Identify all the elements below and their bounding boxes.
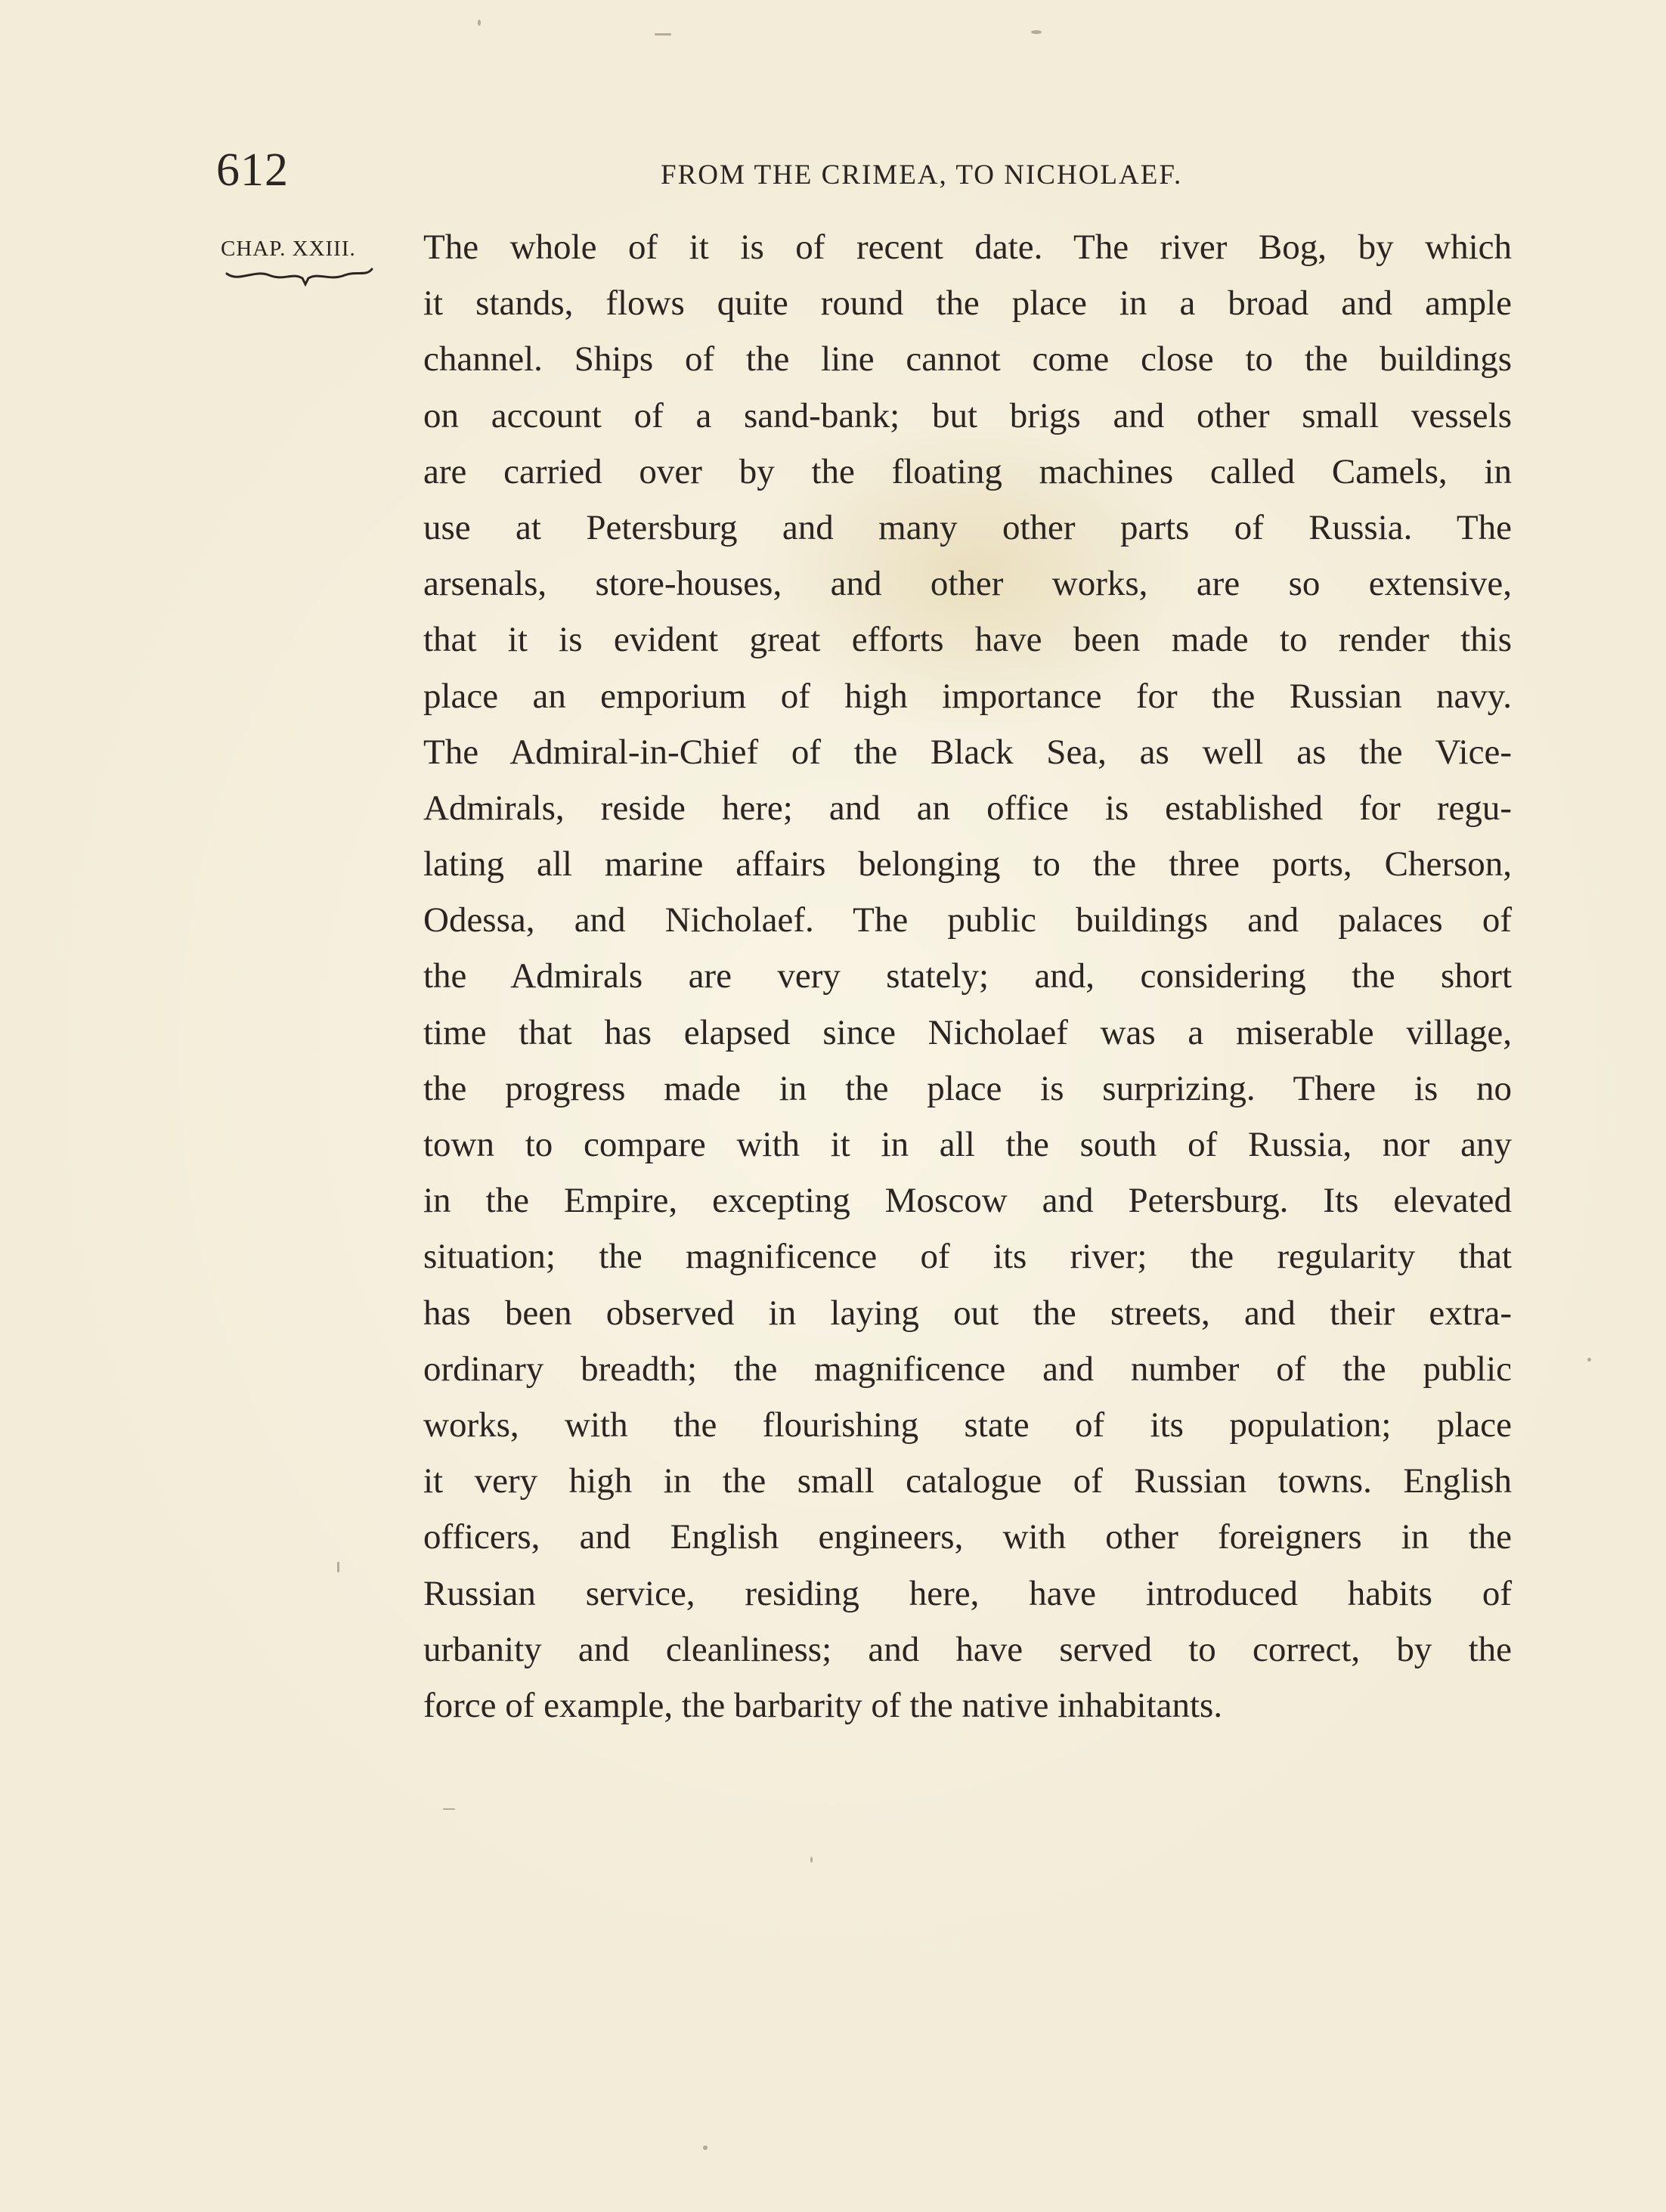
text-line: officers, and English engineers, with other foreigners in the — [423, 1517, 1512, 1557]
text-line: The whole of it is of recent date. The river Bog, by which — [423, 228, 1512, 267]
text-line: The Admiral-in-Chief of the Black Sea, as well as the Vice- — [423, 732, 1512, 772]
text-line: ordinary breadth; the magnificence and number of the public — [423, 1349, 1512, 1389]
text-line: the progress made in the place is surprizing. There is no — [423, 1068, 1512, 1108]
text-line: the Admirals are very stately; and, considering the short — [423, 956, 1512, 996]
text-line: works, with the flourishing state of its population; place — [423, 1405, 1512, 1445]
text-line: place an emporium of high importance for the Russian navy. — [423, 676, 1512, 716]
text-line: on account of a sand-bank; but brigs and other small vessels — [423, 395, 1512, 435]
text-line: Odessa, and Nicholaef. The public buildings and palaces of — [423, 900, 1512, 940]
paper-speck — [1031, 30, 1042, 34]
text-line: town to compare with it in all the south of Russia, nor any — [423, 1125, 1512, 1164]
paper-speck — [1587, 1358, 1591, 1362]
text-line: that it is evident great efforts have been made to render this — [423, 620, 1512, 660]
text-line: situation; the magnificence of its river; the regularity that — [423, 1237, 1512, 1277]
paper-speck — [337, 1562, 339, 1572]
paper-speck — [443, 1808, 455, 1810]
text-line: urbanity and cleanliness; and have served to correct, by the — [423, 1629, 1512, 1669]
paper-speck — [703, 2145, 708, 2150]
margin-note — [221, 237, 379, 287]
text-line: arsenals, store-houses, and other works, are so extensive, — [423, 564, 1512, 604]
text-line: Russian service, residing here, have introduced habits of — [423, 1573, 1512, 1613]
body-text — [423, 219, 1512, 1733]
running-head: FROM THE CRIMEA, TO NICHOLAEF. — [661, 160, 1183, 191]
text-line: time that has elapsed since Nicholaef was a miserable village, — [423, 1012, 1512, 1052]
paper-speck — [655, 33, 671, 36]
text-line: use at Petersburg and many other parts of Russia. The — [423, 507, 1512, 547]
page-number: 612 — [216, 144, 289, 196]
text-line: in the Empire, excepting Moscow and Petersburg. Its elevated — [423, 1181, 1512, 1221]
text-line: Admirals, reside here; and an office is established for regu- — [423, 788, 1512, 828]
paper-speck — [478, 20, 481, 26]
text-line: are carried over by the floating machines called Camels, in — [423, 451, 1512, 491]
text-line: lating all marine affairs belonging to the three ports, Cherson, — [423, 844, 1512, 884]
text-line: force of example, the barbarity of the native inhabitants. — [423, 1685, 1223, 1725]
text-line: has been observed in laying out the streets, and their extra- — [423, 1293, 1512, 1333]
text-line: channel. Ships of the line cannot come close to the buildings — [423, 339, 1512, 380]
text-line: it very high in the small catalogue of Russian towns. English — [423, 1461, 1512, 1501]
paper-speck — [810, 1857, 813, 1863]
text-line: it stands, flows quite round the place in a broad and ample — [423, 283, 1512, 324]
flourish-ornament-icon — [224, 266, 375, 287]
chapter-label: CHAP. XXIII. — [221, 237, 356, 261]
page-header — [0, 144, 1666, 204]
